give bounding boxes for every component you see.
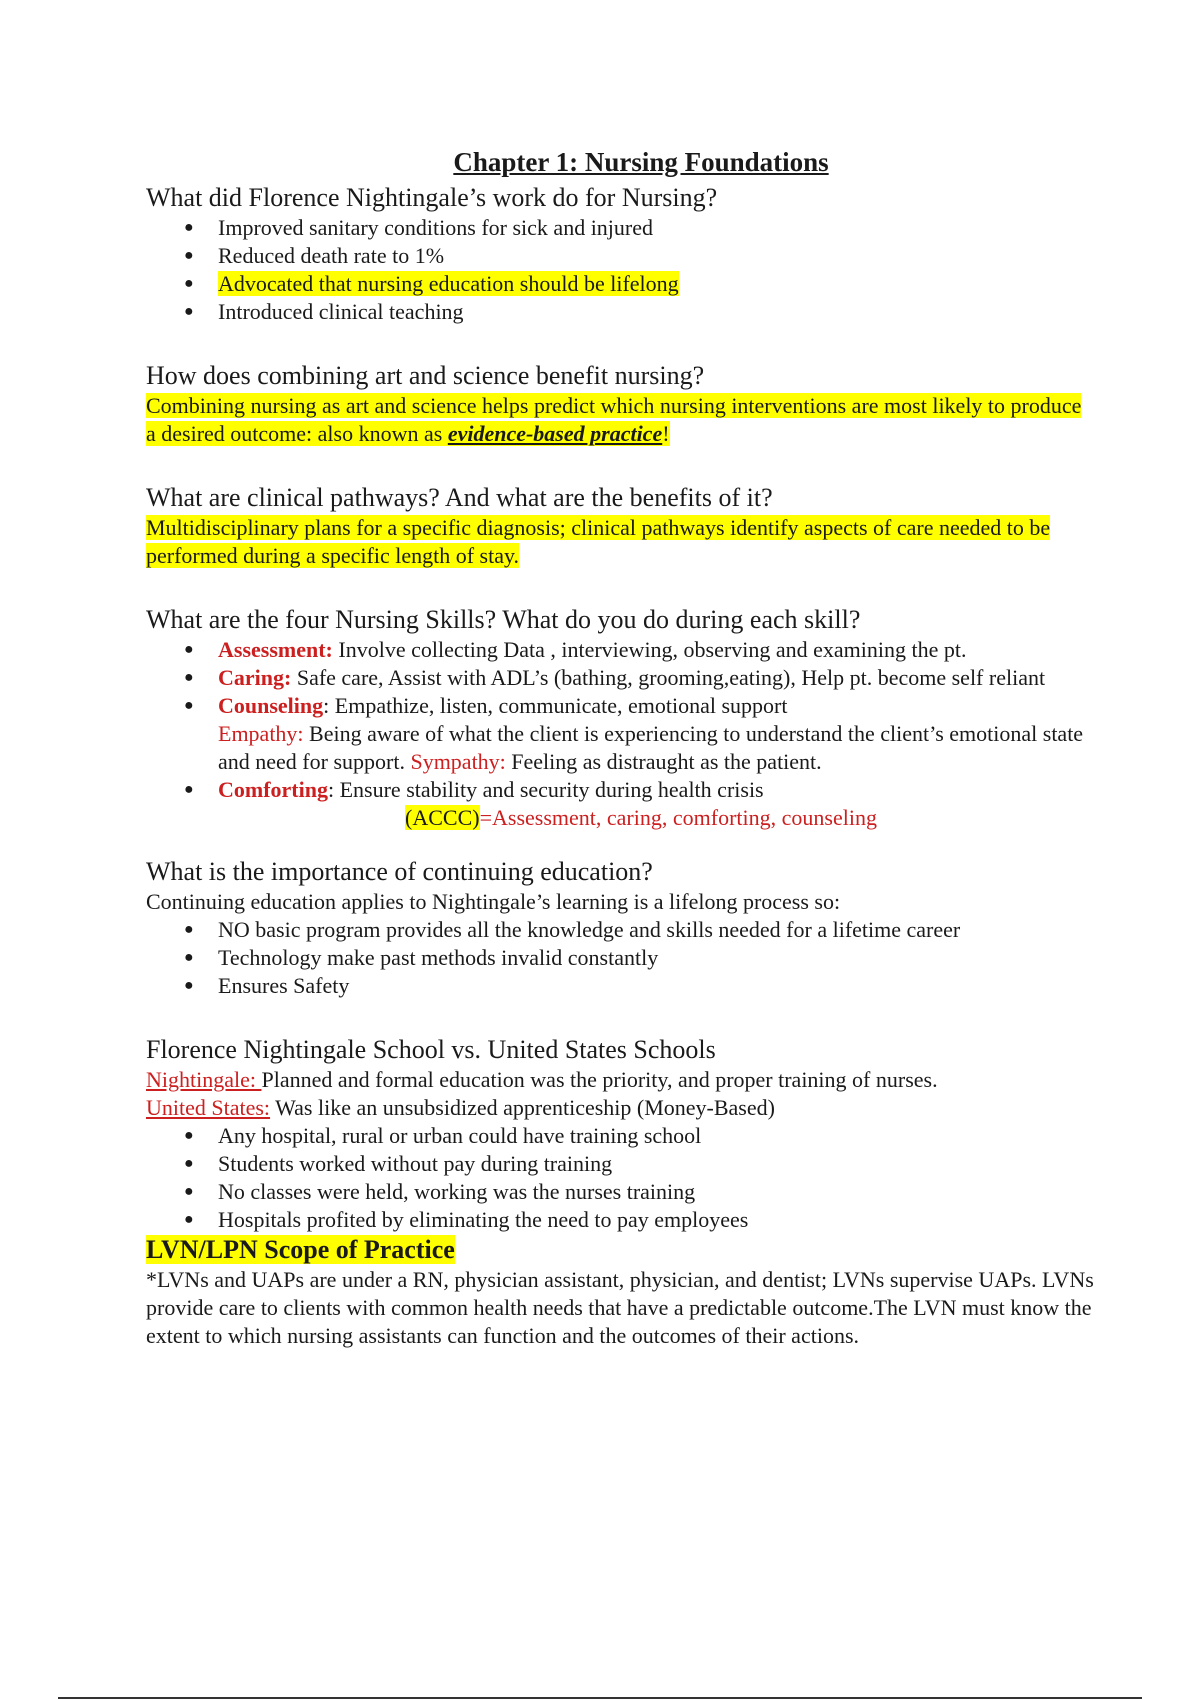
page-bottom-rule	[58, 1697, 1142, 1699]
answer-art-science	[146, 392, 1096, 448]
question-nightingale-work: What did Florence Nightingale’s work do for Nursing?	[146, 183, 718, 212]
us-school-text	[146, 1094, 1096, 1122]
us-schools-list	[146, 1122, 1096, 1234]
term-assessment: Assessment:	[218, 637, 333, 662]
accc-acronym-line	[146, 804, 1096, 832]
nightingale-school-text	[146, 1066, 1096, 1094]
list-item	[146, 944, 1096, 972]
page-title: Chapter 1: Nursing Foundations	[453, 147, 829, 177]
term-united-states: United States:	[146, 1095, 271, 1120]
list-item-text: Improved sanitary conditions for sick and injured	[218, 215, 654, 240]
acronym-expansion: Assessment, caring, comforting, counseling	[492, 805, 877, 830]
list-item-caring	[146, 664, 1096, 692]
list-item-text: Reduced death rate to 1%	[218, 243, 445, 268]
list-item-text: Introduced clinical teaching	[218, 299, 464, 324]
question-clinical-pathways: What are clinical pathways? And what are the benefits of it?	[146, 483, 773, 512]
list-item	[146, 1122, 1096, 1150]
list-item-comforting	[146, 776, 1096, 804]
definition-text: Feeling as distraught as the patient.	[505, 749, 822, 774]
heading-text: LVN/LPN Scope of Practice	[146, 1235, 455, 1264]
lvn-scope-text: *LVNs and UAPs are under a RN, physician assistant, physician, and dentist; LVNs supervise UAPs. LVNs provide care to clients with common health needs that have a predictable outcome.The LVN must know the extent to which nursing assistants can function and the outcomes of their actions.	[146, 1267, 1094, 1348]
definition-text: : Ensure stability and security during health crisis	[327, 777, 764, 802]
answer-text-end: !	[662, 421, 670, 446]
acronym: (ACCC)	[405, 805, 480, 830]
list-item-text: Students worked without pay during training	[218, 1151, 613, 1176]
continuing-education-intro: Continuing education applies to Nightingale’s learning is a lifelong process so:	[146, 889, 841, 914]
list-item-assessment	[146, 636, 1096, 664]
definition-text: Being aware of what the client is experiencing to understand the client’s emotional state and need for support.	[218, 721, 1084, 774]
list-item-text: Hospitals profited by eliminating the need to pay employees	[218, 1207, 749, 1232]
list-item-text: No classes were held, working was the nurses training	[218, 1179, 696, 1204]
heading-school-comparison: Florence Nightingale School vs. United States Schools	[146, 1035, 716, 1064]
question-art-science: How does combining art and science benefit nursing?	[146, 361, 705, 390]
term-caring: Caring:	[218, 665, 292, 690]
term-comforting: Comforting	[218, 777, 328, 802]
acronym-separator: =	[479, 805, 493, 830]
definition-text: Safe care, Assist with ADL’s (bathing, grooming,eating), Help pt. become self reliant	[291, 665, 1046, 690]
nursing-skills-list	[146, 636, 1096, 804]
list-item	[146, 1206, 1096, 1234]
list-item	[146, 214, 1096, 242]
answer-text: Combining nursing as art and science helps predict which nursing interventions are most likely to produce a desired outcome: also known as	[146, 393, 1082, 446]
list-item-text: Advocated that nursing education should be lifelong	[218, 271, 679, 296]
list-item	[146, 1178, 1096, 1206]
list-item-highlighted	[146, 270, 1096, 298]
term-sympathy: Sympathy:	[410, 749, 506, 774]
list-item	[146, 242, 1096, 270]
list-item	[146, 972, 1096, 1000]
answer-text: Multidisciplinary plans for a specific diagnosis; clinical pathways identify aspects of care needed to be performed during a specific length of stay.	[146, 515, 1051, 568]
nightingale-bullet-list	[146, 214, 1096, 326]
question-nursing-skills: What are the four Nursing Skills? What do you do during each skill?	[146, 605, 861, 634]
definition-text: Planned and formal education was the priority, and proper training of nurses.	[261, 1067, 938, 1092]
list-item	[146, 298, 1096, 326]
list-item-counseling	[146, 692, 1096, 776]
definition-text: Was like an unsubsidized apprenticeship (Money-Based)	[270, 1095, 775, 1120]
term-empathy: Empathy:	[218, 721, 304, 746]
evidence-based-practice-term: evidence-based practice	[447, 421, 663, 446]
list-item	[146, 916, 1096, 944]
definition-text: : Empathize, listen, communicate, emotional support	[323, 693, 788, 718]
term-nightingale: Nightingale:	[146, 1067, 262, 1092]
continuing-education-list	[146, 916, 1096, 1000]
question-continuing-education: What is the importance of continuing education?	[146, 857, 653, 886]
heading-lvn-scope	[146, 1234, 1096, 1266]
definition-text: Involve collecting Data , interviewing, observing and examining the pt.	[332, 637, 967, 662]
term-counseling: Counseling	[218, 693, 324, 718]
list-item-text: Technology make past methods invalid constantly	[218, 945, 659, 970]
list-item-text: Any hospital, rural or urban could have training school	[218, 1123, 702, 1148]
answer-clinical-pathways	[146, 514, 1096, 570]
document-page	[146, 146, 1096, 1350]
list-item	[146, 1150, 1096, 1178]
list-item-text: NO basic program provides all the knowledge and skills needed for a lifetime career	[218, 917, 961, 942]
list-item-text: Ensures Safety	[218, 973, 350, 998]
